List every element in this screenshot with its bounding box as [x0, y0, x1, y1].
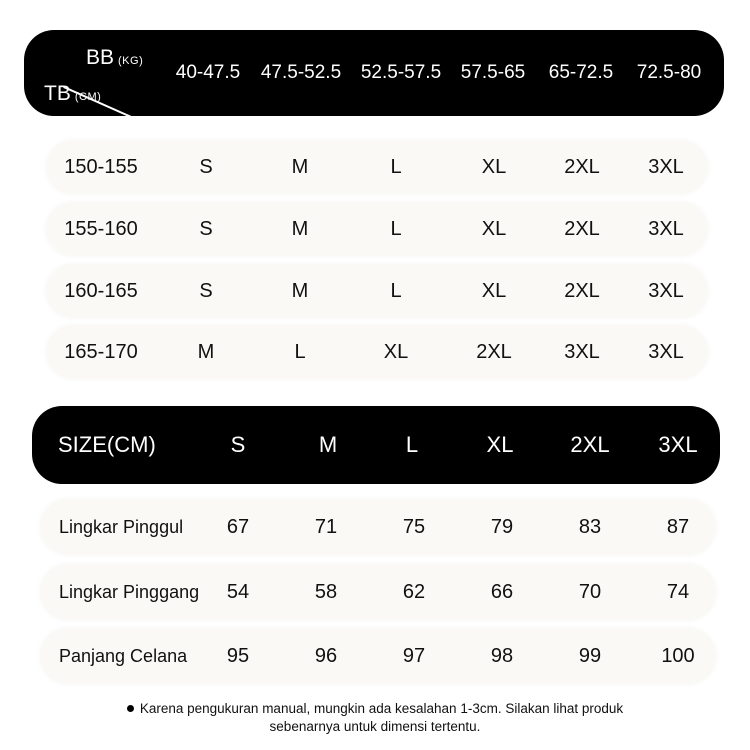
measurement-label: Panjang Celana: [59, 645, 188, 666]
measurement-value: 87: [666, 515, 690, 538]
bullet-icon: [127, 705, 134, 712]
weight-range-header: 52.5-57.5: [360, 62, 442, 83]
size-cell: M: [197, 340, 215, 363]
size-cell: M: [291, 217, 309, 240]
measurement-value: 71: [314, 515, 338, 538]
size-cell: M: [291, 155, 309, 178]
size-cell: 2XL: [564, 279, 600, 302]
size-cell: L: [390, 217, 402, 240]
table-row: [40, 499, 716, 555]
weight-range-header: 72.5-80: [636, 62, 702, 83]
size-column-header: M: [318, 432, 338, 457]
size-cell: 3XL: [648, 340, 684, 363]
size-cell: 3XL: [648, 155, 684, 178]
size-guide-header: [24, 30, 724, 116]
tb-text: TB: [44, 82, 71, 105]
tb-unit: (CM): [74, 91, 102, 103]
measurement-value: 54: [226, 580, 250, 603]
size-cell: S: [199, 279, 213, 302]
weight-range-header: 57.5-65: [460, 62, 526, 83]
measurement-value: 74: [666, 580, 690, 603]
size-cell: S: [199, 155, 213, 178]
size-column-header: L: [405, 432, 419, 457]
measurement-header: [32, 406, 720, 484]
tb-label: [44, 82, 101, 106]
size-cell: S: [199, 217, 213, 240]
bb-unit: (KG): [118, 55, 144, 67]
measurement-value: 95: [226, 644, 250, 667]
weight-range-header: 40-47.5: [175, 62, 241, 83]
measurement-value: 79: [490, 515, 514, 538]
size-cell: XL: [383, 340, 409, 363]
height-range: 150-155: [64, 155, 138, 178]
size-cell: XL: [481, 155, 507, 178]
size-cell: 3XL: [564, 340, 600, 363]
measurement-value: 67: [226, 515, 250, 538]
note-line-1: Karena pengukuran manual, mungkin ada kesalahan 1-3cm. Silakan lihat produk: [139, 701, 624, 716]
table-row: [46, 202, 708, 256]
measurement-value: 96: [314, 644, 338, 667]
measurement-value: 83: [578, 515, 602, 538]
size-cell: XL: [481, 279, 507, 302]
size-column-header: 3XL: [658, 432, 698, 457]
bb-label: [86, 46, 143, 70]
size-column-header: XL: [486, 432, 514, 457]
measurement-value: 66: [490, 580, 514, 603]
size-column-header: S: [230, 432, 246, 457]
measurement-label: Lingkar Pinggul: [59, 516, 184, 537]
size-cell: 3XL: [648, 279, 684, 302]
bb-text: BB: [86, 46, 115, 69]
height-range: 160-165: [64, 279, 138, 302]
table-row: [46, 325, 708, 379]
size-cell: L: [294, 340, 306, 363]
height-range: 155-160: [64, 217, 138, 240]
measurement-value: 99: [578, 644, 602, 667]
table-row: [40, 564, 716, 620]
size-column-header: 2XL: [570, 432, 610, 457]
measurement-value: 97: [402, 644, 426, 667]
table-row: [46, 140, 708, 194]
measurement-value: 62: [402, 580, 426, 603]
size-cell: M: [291, 279, 309, 302]
size-cell: 2XL: [476, 340, 512, 363]
size-cell: L: [390, 279, 402, 302]
measurement-label: Lingkar Pinggang: [59, 581, 200, 602]
size-cell: L: [390, 155, 402, 178]
measurement-value: 58: [314, 580, 338, 603]
table-row: [40, 628, 716, 684]
size-cell: XL: [481, 217, 507, 240]
measurement-value: 75: [402, 515, 426, 538]
size-cell: 3XL: [648, 217, 684, 240]
note-line-2: sebenarnya untuk dimensi tertentu.: [269, 719, 481, 734]
measurement-note: [60, 700, 690, 736]
measurement-value: 100: [661, 644, 695, 667]
measurement-value: 98: [490, 644, 514, 667]
weight-range-header: 47.5-52.5: [260, 62, 342, 83]
measurement-value: 70: [578, 580, 602, 603]
weight-range-header: 65-72.5: [548, 62, 614, 83]
table-row: [46, 264, 708, 318]
note-line-1-wrap: [60, 700, 690, 718]
size-cell: 2XL: [564, 217, 600, 240]
size-cell: 2XL: [564, 155, 600, 178]
size-cm-title: SIZE(CM): [58, 432, 156, 457]
height-range: 165-170: [64, 340, 138, 363]
